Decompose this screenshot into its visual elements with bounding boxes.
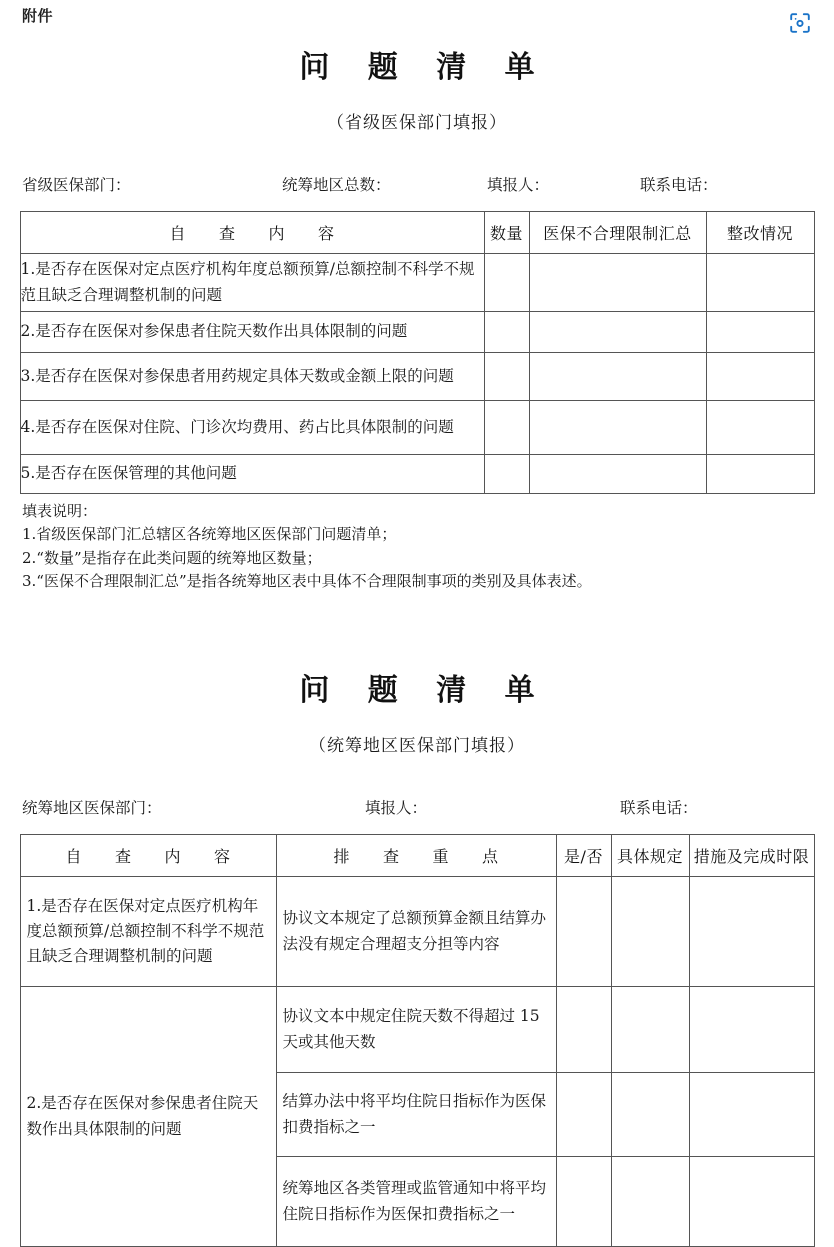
cell-content: 1.是否存在医保对定点医疗机构年度总额预算/总额控制不科学不规范且缺乏合理调整机制的问题 [20,877,276,987]
cell-quantity[interactable] [484,455,529,494]
cell-yes-no[interactable] [556,987,611,1073]
cell-quantity[interactable] [484,401,529,455]
column-header-yes-no: 是/否 [556,835,611,877]
cell-measure[interactable] [689,1073,814,1157]
cell-summary[interactable] [529,455,706,494]
meta-field-phone: 联系电话： [640,176,718,194]
note-item-2: 2.“数量”是指存在此类问题的统筹地区数量； [22,548,322,567]
cell-check-point: 统筹地区各类管理或监管通知中将平均住院日指标作为医保扣费指标之一 [276,1157,556,1247]
cell-summary[interactable] [529,401,706,455]
column-header-measure: 措施及完成时限 [689,835,814,877]
column-header-content: 自 查 内 容 [20,835,276,877]
table-header-row [20,835,814,877]
cell-yes-no[interactable] [556,1073,611,1157]
table-row [20,877,814,987]
column-header-content: 自 查 内 容 [20,212,484,254]
cell-check-point: 协议文本规定了总额预算金额且结算办法没有规定合理超支分担等内容 [276,877,556,987]
meta-field-reporter: 填报人： [487,176,550,194]
page-title-two: 问 题 清 单 [299,673,549,708]
cell-rectification[interactable] [706,401,814,455]
table-row [20,401,814,455]
cell-measure[interactable] [689,987,814,1073]
note-item-1: 1.省级医保部门汇总辖区各统筹地区医保部门问题清单； [22,525,397,544]
cell-rule[interactable] [611,1073,689,1157]
meta-row-two [0,796,834,818]
meta-field-phone: 联系电话： [620,799,698,817]
cell-rectification[interactable] [706,455,814,494]
cell-rule[interactable] [611,1157,689,1247]
cell-yes-no[interactable] [556,877,611,987]
page-subtitle-two: （统筹地区医保部门填报） [309,736,525,756]
cell-content: 4.是否存在医保对住院、门诊次均费用、药占比具体限制的问题 [20,401,484,455]
column-header-point: 排 查 重 点 [276,835,556,877]
page-title-one: 问 题 清 单 [299,50,549,85]
cell-check-point: 结算办法中将平均住院日指标作为医保扣费指标之一 [276,1073,556,1157]
cell-summary[interactable] [529,312,706,353]
cell-rectification[interactable] [706,312,814,353]
cell-quantity[interactable] [484,312,529,353]
cell-measure[interactable] [689,877,814,987]
cell-rectification[interactable] [706,254,814,312]
cell-quantity[interactable] [484,353,529,401]
cell-rectification[interactable] [706,353,814,401]
table-row [20,353,814,401]
cell-content: 5.是否存在医保管理的其他问题 [20,455,484,494]
cell-rule[interactable] [611,877,689,987]
table-row [20,312,814,353]
cell-rule[interactable] [611,987,689,1073]
cell-measure[interactable] [689,1157,814,1247]
cell-content: 2.是否存在医保对参保患者住院天数作出具体限制的问题 [20,987,276,1247]
note-item-3: 3.“医保不合理限制汇总”是指各统筹地区表中具体不合理限制事项的类别及具体表述。 [22,571,592,590]
cell-content: 2.是否存在医保对参保患者住院天数作出具体限制的问题 [20,312,484,353]
self-check-table-provincial [20,211,815,494]
column-header-rectification: 整改情况 [706,212,814,254]
cell-yes-no[interactable] [556,1157,611,1247]
cell-quantity[interactable] [484,254,529,312]
page-subtitle-one: （省级医保部门填报） [327,113,507,133]
meta-field-reporter: 填报人： [365,799,428,817]
cell-summary[interactable] [529,353,706,401]
scan-document-icon[interactable] [788,11,812,35]
notes-title: 填表说明： [22,502,98,520]
meta-field-provincial-dept: 省级医保部门： [22,176,131,194]
column-header-rule: 具体规定 [611,835,689,877]
table-row [20,254,814,312]
cell-content: 1.是否存在医保对定点医疗机构年度总额预算/总额控制不科学不规范且缺乏合理调整机制的问题 [20,254,484,312]
meta-row-one [0,173,834,195]
cell-check-point: 协议文本中规定住院天数不得超过 15 天或其他天数 [276,987,556,1073]
cell-summary[interactable] [529,254,706,312]
self-check-table-region [20,834,815,1247]
column-header-quantity: 数量 [484,212,529,254]
table-row [20,455,814,494]
table-row [20,987,814,1073]
cell-content: 3.是否存在医保对参保患者用药规定具体天数或金额上限的问题 [20,353,484,401]
attachment-label: 附件 [22,7,54,25]
table-header-row [20,212,814,254]
column-header-summary: 医保不合理限制汇总 [529,212,706,254]
form-notes [22,500,834,593]
meta-field-region-dept: 统筹地区医保部门： [22,799,162,817]
meta-field-region-total: 统筹地区总数： [282,176,391,194]
